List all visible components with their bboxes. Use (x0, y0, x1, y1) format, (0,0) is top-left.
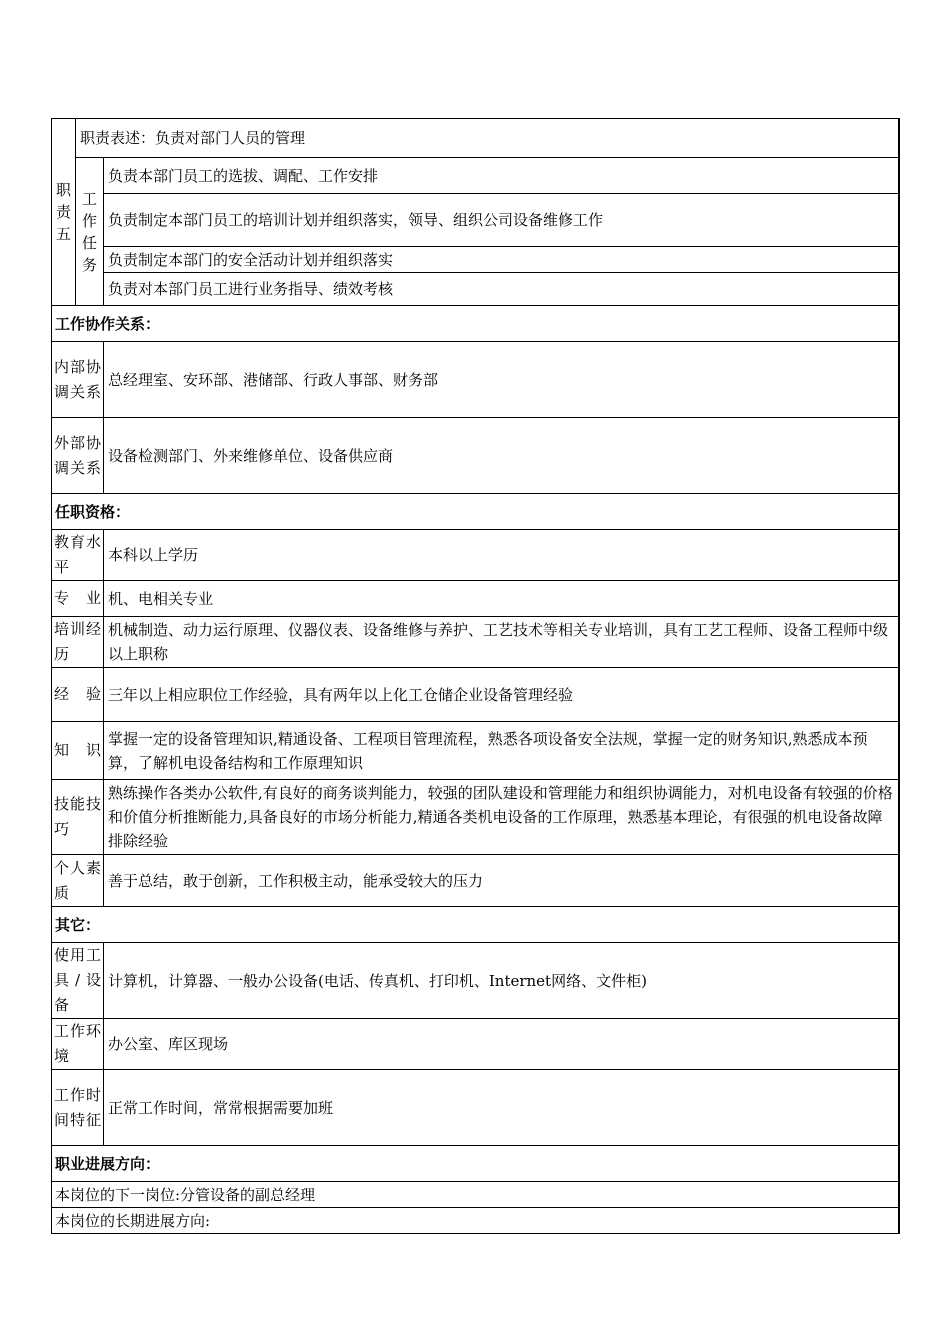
education-row (52, 530, 900, 581)
other-heading: 其它： (52, 907, 900, 943)
cooperation-heading-row (52, 306, 900, 342)
duty5-task-row (52, 273, 900, 306)
duty5-statement-row (52, 119, 900, 158)
major-value: 机、电相关专业 (104, 581, 900, 617)
cooperation-heading: 工作协作关系： (52, 306, 900, 342)
environment-value: 办公室、库区现场 (104, 1019, 900, 1070)
duty5-task-row (52, 247, 900, 273)
duty5-label: 职责五 (52, 119, 76, 306)
personal-label: 个人素质 (52, 855, 104, 907)
hours-value: 正常工作时间，常常根据需要加班 (104, 1070, 900, 1146)
external-row (52, 418, 900, 494)
career-next: 本岗位的下一岗位:分管设备的副总经理 (52, 1182, 900, 1208)
knowledge-value: 掌握一定的设备管理知识,精通设备、工程项目管理流程，熟悉各项设备安全法规，掌握一定的财务知识,熟悉成本预算，了解机电设备结构和工作原理知识 (104, 722, 900, 780)
career-long-term: 本岗位的长期进展方向: (52, 1208, 900, 1234)
skills-value: 熟练操作各类办公软件,有良好的商务谈判能力，较强的团队建设和管理能力和组织协调能力，对机电设备有较强的价格和价值分析推断能力,具备良好的市场分析能力,精通各类机电设备的工作原理，熟悉基本理论，有很强的机电设备故障排除经验 (104, 780, 900, 855)
personal-value: 善于总结，敢于创新，工作积极主动，能承受较大的压力 (104, 855, 900, 907)
career-heading: 职业进展方向： (52, 1146, 900, 1182)
external-value: 设备检测部门、外来维修单位、设备供应商 (104, 418, 900, 494)
major-row (52, 581, 900, 617)
hours-row (52, 1070, 900, 1146)
duty5-tasks-label: 工作任务 (76, 158, 104, 306)
qualifications-heading: 任职资格： (52, 494, 900, 530)
duty5-task-4: 负责对本部门员工进行业务指导、绩效考核 (104, 273, 900, 306)
external-label: 外部协调关系 (52, 418, 104, 494)
job-description-table (51, 118, 900, 1234)
duty5-task-1: 负责本部门员工的选拔、调配、工作安排 (104, 158, 900, 194)
knowledge-label: 知识 (52, 722, 104, 780)
career-long-term-row (52, 1208, 900, 1234)
skills-row (52, 780, 900, 855)
education-label: 教育水平 (52, 530, 104, 581)
tools-label: 使用工具/设备 (52, 943, 104, 1019)
environment-row (52, 1019, 900, 1070)
career-heading-row (52, 1146, 900, 1182)
internal-label: 内部协调关系 (52, 342, 104, 418)
experience-value: 三年以上相应职位工作经验，具有两年以上化工仓储企业设备管理经验 (104, 668, 900, 722)
duty5-task-2: 负责制定本部门员工的培训计划并组织落实，领导、组织公司设备维修工作 (104, 194, 900, 247)
personal-row (52, 855, 900, 907)
duty5-task-row (52, 158, 900, 194)
major-label: 专业 (52, 581, 104, 617)
duty5-task-row (52, 194, 900, 247)
experience-row (52, 668, 900, 722)
environment-label: 工作环境 (52, 1019, 104, 1070)
training-value: 机械制造、动力运行原理、仪器仪表、设备维修与养护、工艺技术等相关专业培训，具有工艺工程师、设备工程师中级以上职称 (104, 617, 900, 668)
internal-row (52, 342, 900, 418)
knowledge-row (52, 722, 900, 780)
education-value: 本科以上学历 (104, 530, 900, 581)
hours-label: 工作时间特征 (52, 1070, 104, 1146)
duty5-statement: 职责表述：负责对部门人员的管理 (76, 119, 900, 158)
other-heading-row (52, 907, 900, 943)
qualifications-heading-row (52, 494, 900, 530)
career-next-row (52, 1182, 900, 1208)
tools-value: 计算机，计算器、一般办公设备(电话、传真机、打印机、Internet网络、文件柜) (104, 943, 900, 1019)
experience-label: 经验 (52, 668, 104, 722)
training-row (52, 617, 900, 668)
internal-value: 总经理室、安环部、港储部、行政人事部、财务部 (104, 342, 900, 418)
skills-label: 技能技巧 (52, 780, 104, 855)
training-label: 培训经历 (52, 617, 104, 668)
duty5-task-3: 负责制定本部门的安全活动计划并组织落实 (104, 247, 900, 273)
tools-row (52, 943, 900, 1019)
